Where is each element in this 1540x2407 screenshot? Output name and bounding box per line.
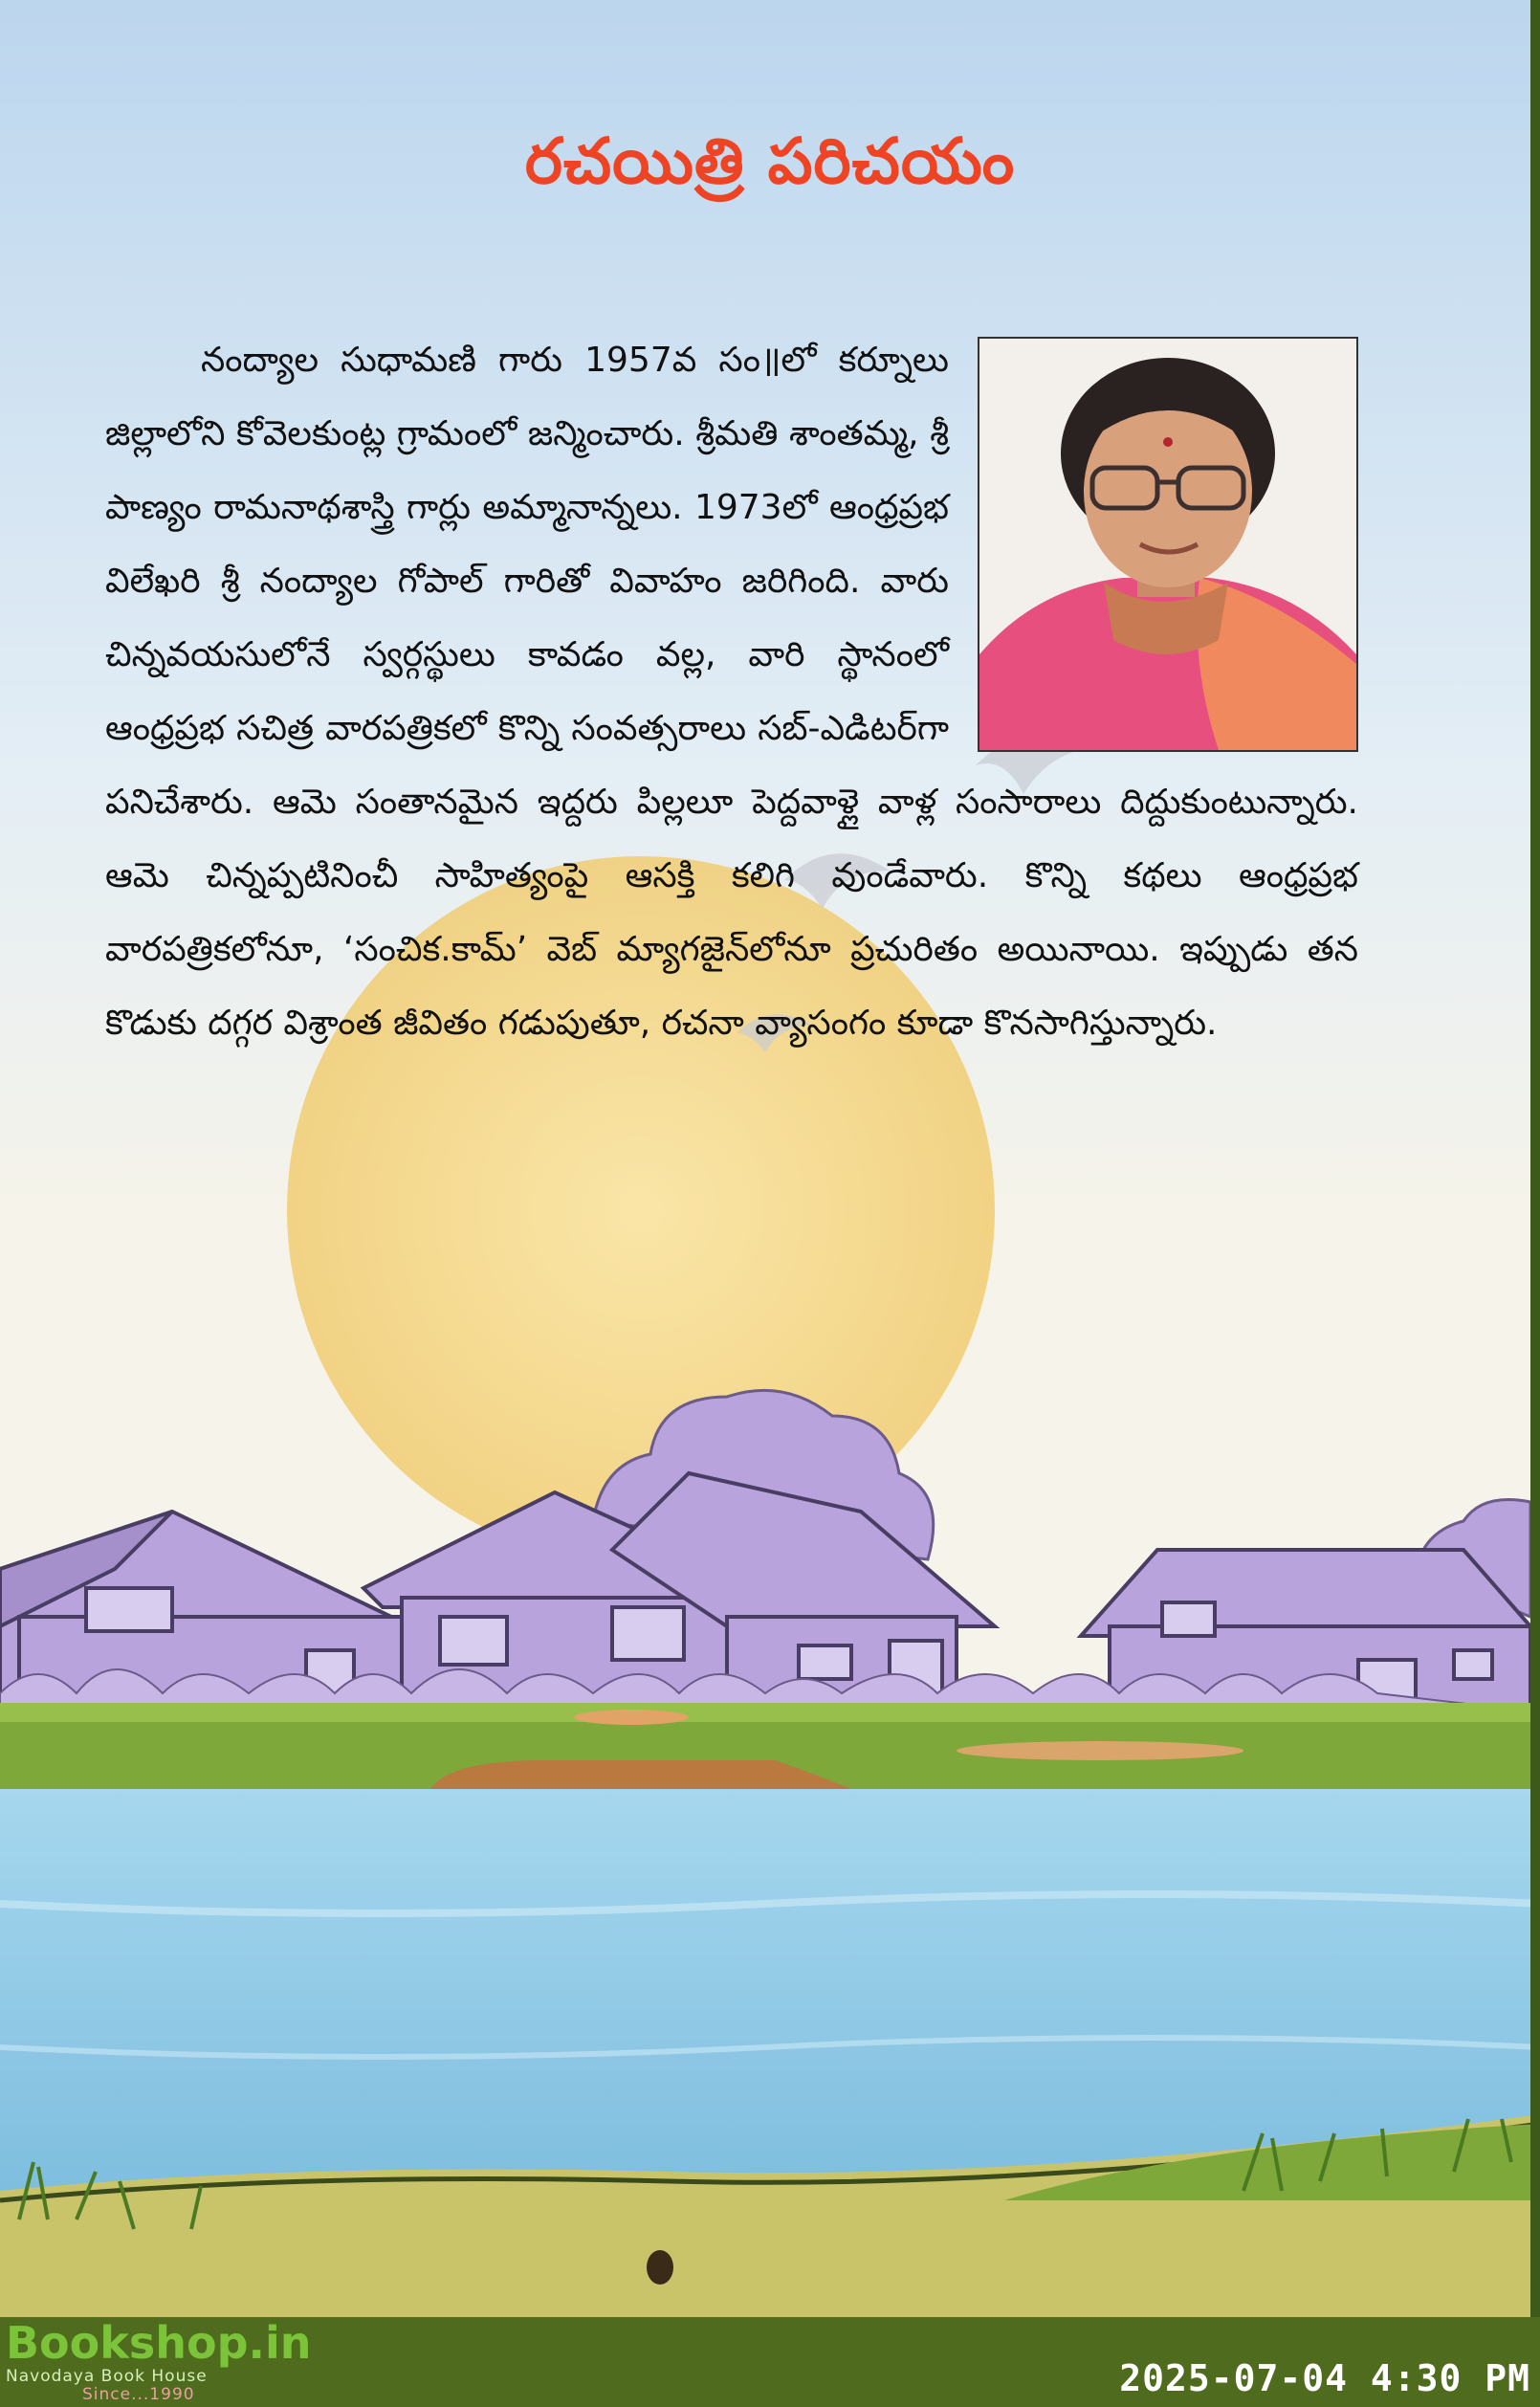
watermark-name: Navodaya Book House xyxy=(6,2367,208,2386)
photo-timestamp: 2025-07-04 4:30 PM xyxy=(1119,2357,1530,2399)
page-title: రచయిత్రి పరిచయం xyxy=(524,124,1016,198)
author-bio xyxy=(105,323,1358,1060)
watermark-site: Bookshop.in xyxy=(6,2317,312,2369)
author-photo xyxy=(978,337,1358,752)
spine-edge xyxy=(1530,0,1540,2407)
publisher-watermark xyxy=(6,2319,312,2403)
bio-text: నంద్యాల సుధామణి గారు 1957వ సం॥లో కర్నూలు జిల్లాలోని కోవెలకుంట్ల గ్రామంలో జన్మించారు. శ్రీమతి శాంతమ్మ, శ్రీ పాణ్యం రామనాథశాస్త్రి గార్లు అమ్మానాన్నలు. 1973లో ఆంధ్రప్రభ విలేఖరి శ్రీ నంద్యాల గోపాల్ గారితో వివాహం జరిగింది. వారు చిన్నవయసులోనే స్వర్గస్థులు కావడం వల్ల, వారి స్థానంలో ఆంధ్రప్రభ సచిత్ర వారపత్రికలో కొన్ని సంవత్సరాలు సబ్-ఎడిటర్‌గా పనిచేశారు. ఆమె సంతానమైన ఇద్దరు పిల్లలూ పెద్దవాళ్లై వాళ్ల సంసారాలు దిద్దుకుంటున్నారు. ఆమె చిన్నప్పటినించీ సాహిత్యంపై ఆసక్తి కలిగి వుండేవారు. కొన్ని కథలు ఆంధ్రప్రభ వారపత్రికలోనూ, ‘సంచిక.కామ్’ వెబ్ మ్యాగజైన్‌లోనూ ప్రచురితం అయినాయి. ఇప్పుడు తన కొడుకు దగ్గర విశ్రాంత జీవితం గడుపుతూ, రచనా వ్యాసంగం కూడా కొనసాగిస్తున్నారు. xyxy=(105,341,1358,1043)
watermark-since: Since...1990 xyxy=(82,2385,195,2404)
pond xyxy=(0,1789,1540,2191)
